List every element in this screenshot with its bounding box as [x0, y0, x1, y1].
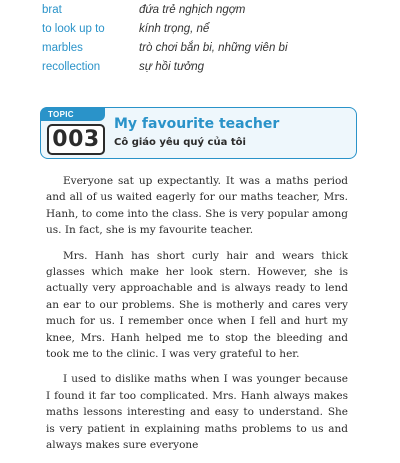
vocab-word: to look up to — [42, 22, 105, 35]
essay-body — [46, 173, 348, 463]
vocab-word: marbles — [42, 41, 83, 54]
vocab-meaning: trò chơi bắn bi, những viên bi — [139, 41, 288, 54]
topic-subtitle: Cô giáo yêu quý của tôi — [114, 137, 246, 148]
vocab-meaning: đứa trẻ nghịch ngợm — [139, 3, 246, 16]
vocab-meaning: sự hồi tưởng — [139, 60, 205, 73]
vocabulary-list — [42, 0, 362, 76]
paragraph: Everyone sat up expectantly. It was a maths period and all of us waited eagerly for our maths teacher, Mrs. Hanh, to come into the class. She is very popular among us. In fact, she is my favourite teacher. — [46, 175, 348, 237]
paragraph: Mrs. Hanh has short curly hair and wears thick glasses which make her look stern. However, she is actually very approachable and is always ready to lend an ear to our problems. She is motherly and cares very much for us. I remember once when I fell and hurt my knee, Mrs. Hanh helped me to stop the bleeding and took me to the clinic. I was very grateful to her. — [46, 249, 348, 361]
vocab-word: recollection — [42, 60, 101, 73]
vocab-row — [42, 57, 362, 76]
vocab-row — [42, 38, 362, 57]
vocab-row — [42, 0, 362, 19]
vocab-word: brat — [42, 3, 62, 16]
vocab-row — [42, 19, 362, 38]
topic-number: 003 — [47, 124, 105, 155]
vocab-meaning: kính trọng, nể — [139, 22, 210, 35]
topic-tab-label: TOPIC — [40, 107, 105, 121]
paragraph: I used to dislike maths when I was younger because I found it far too complicated. Mrs. Hanh always makes maths lessons interesting and easy to understand. She is very patient in explaining maths problems to us and always makes sure everyone — [46, 373, 348, 452]
topic-title: My favourite teacher — [114, 116, 280, 132]
